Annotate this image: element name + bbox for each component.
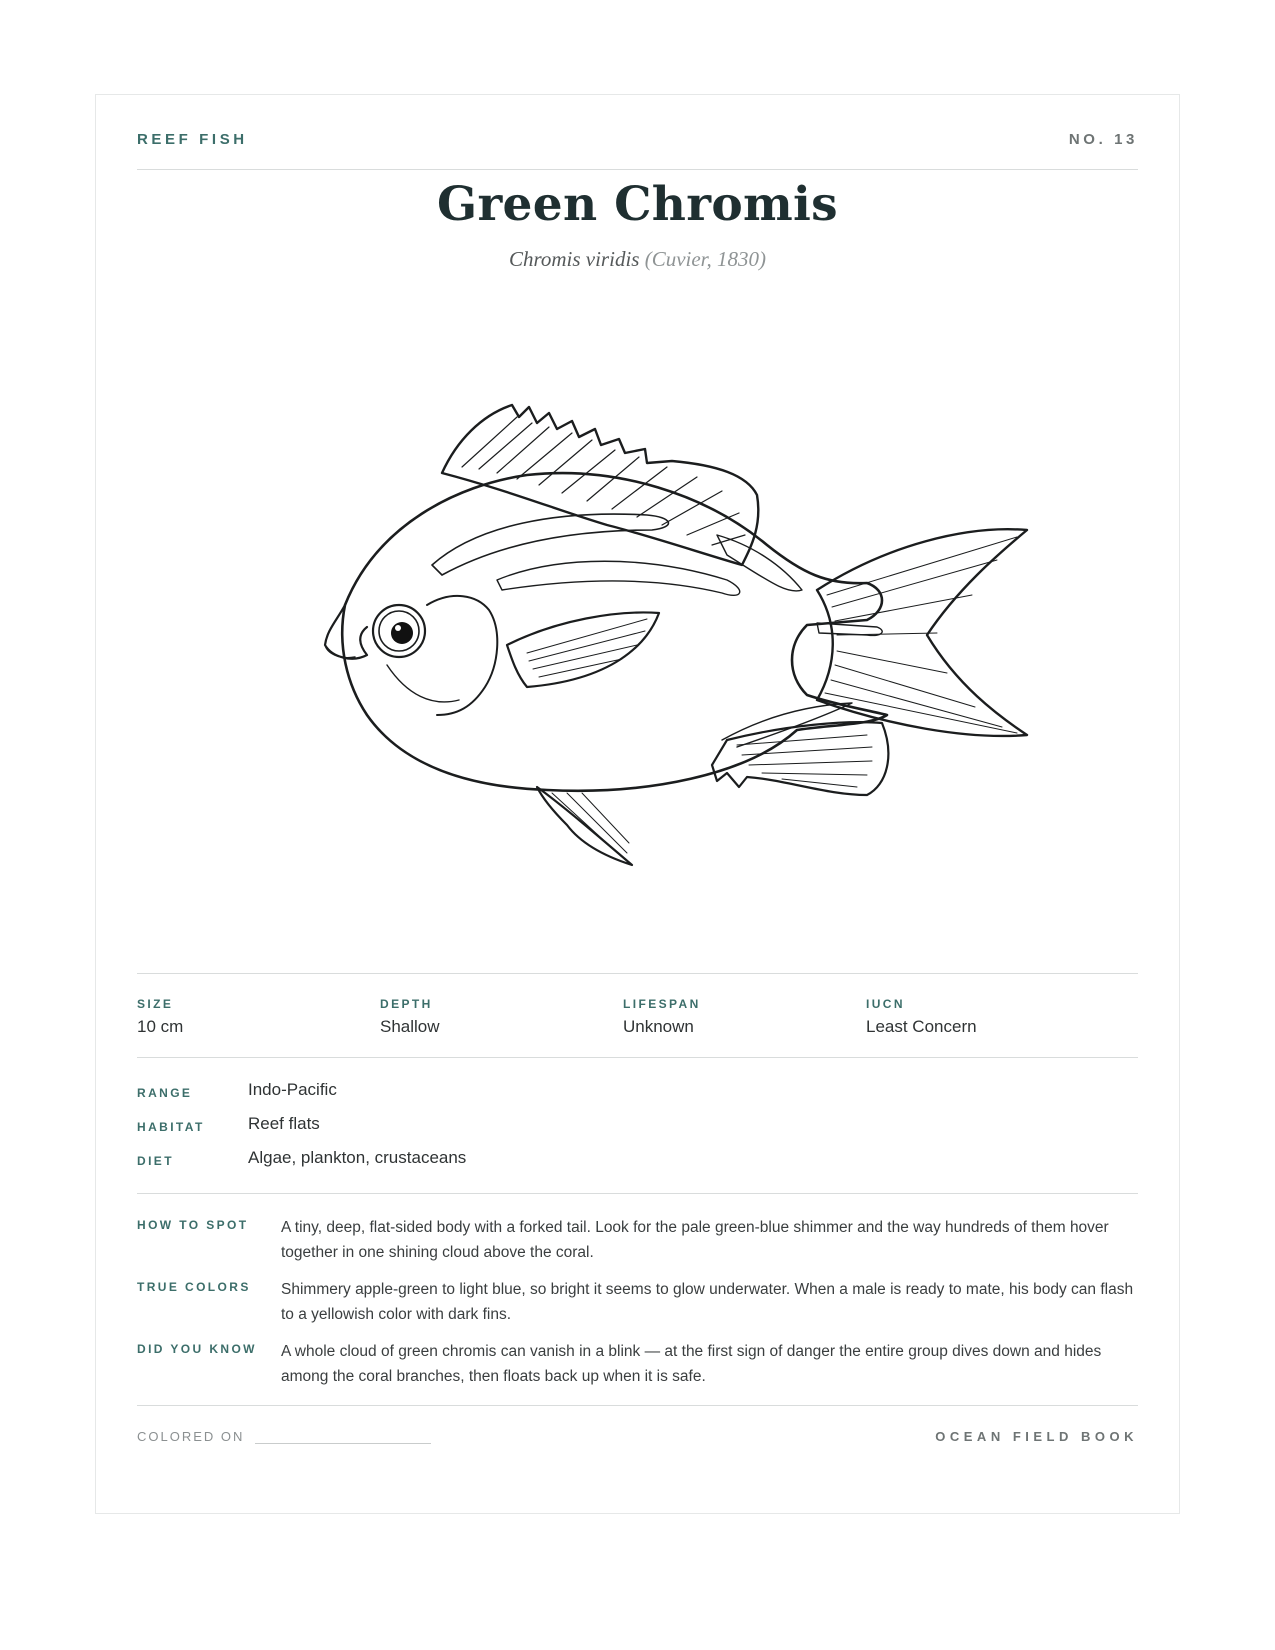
stat-iucn [866,997,1106,1037]
stat-lifespan [623,997,863,1037]
note-true-colors [137,1277,1138,1327]
fact-value: Algae, plankton, crustaceans [248,1148,467,1167]
stat-value: Shallow [380,1017,440,1036]
fact-range [137,1080,1138,1114]
category-label: REEF FISH [137,131,248,148]
fact-diet [137,1148,1138,1182]
brand-label: OCEAN FIELD BOOK [935,1429,1138,1444]
notes-list [137,1215,1138,1401]
colored-on-label: COLORED ON [137,1429,245,1444]
facts-list [137,1080,1138,1182]
note-label: HOW TO SPOT [137,1218,249,1232]
facts-divider [137,1193,1138,1194]
note-label: DID YOU KNOW [137,1342,257,1356]
fact-habitat [137,1114,1138,1148]
stat-label: SIZE [137,997,174,1011]
note-text: A whole cloud of green chromis can vanish in a blink — at the first sign of danger the entire group dives down and hides among the coral branches, then floats back up when it is safe. [281,1343,1102,1385]
stats-bottom-divider [137,1057,1138,1058]
scientific-name-line [137,247,1138,272]
field-card [95,94,1180,1514]
card-content [137,95,1138,1513]
species-authority: (Cuvier, 1830) [644,247,767,271]
page-title: Green Chromis [437,177,838,232]
note-text: A tiny, deep, flat-sided body with a forked tail. Look for the pale green-blue shimmer and the way hundreds of them hover together in one shining cloud above the coral. [281,1219,1109,1261]
stat-value: Unknown [623,1017,694,1036]
fact-label: HABITAT [137,1120,205,1134]
scientific-name: Chromis viridis [508,247,640,271]
stat-value: 10 cm [137,1017,184,1036]
stat-label: IUCN [866,997,905,1011]
header-divider [137,169,1138,170]
card-number: NO. 13 [1068,131,1138,148]
fish-illustration-icon [227,395,1057,875]
note-how-to-spot [137,1215,1138,1265]
fact-value: Reef flats [248,1114,320,1133]
stat-size [137,997,377,1037]
stat-value: Least Concern [866,1017,977,1036]
footer-divider [137,1405,1138,1406]
fact-value: Indo-Pacific [248,1080,337,1099]
note-did-you-know [137,1339,1138,1389]
stat-label: DEPTH [380,997,433,1011]
stats-top-divider [137,973,1138,974]
fact-label: DIET [137,1154,174,1168]
stat-label: LIFESPAN [623,997,701,1011]
colored-on-line [255,1443,431,1444]
stats-row [137,997,1138,1047]
note-text: Shimmery apple-green to light blue, so bright it seems to glow underwater. When a male is ready to mate, his body can flash to a yellowish color with dark fins. [281,1281,1134,1323]
note-label: TRUE COLORS [137,1280,251,1294]
stat-depth [380,997,620,1037]
fact-label: RANGE [137,1086,193,1100]
